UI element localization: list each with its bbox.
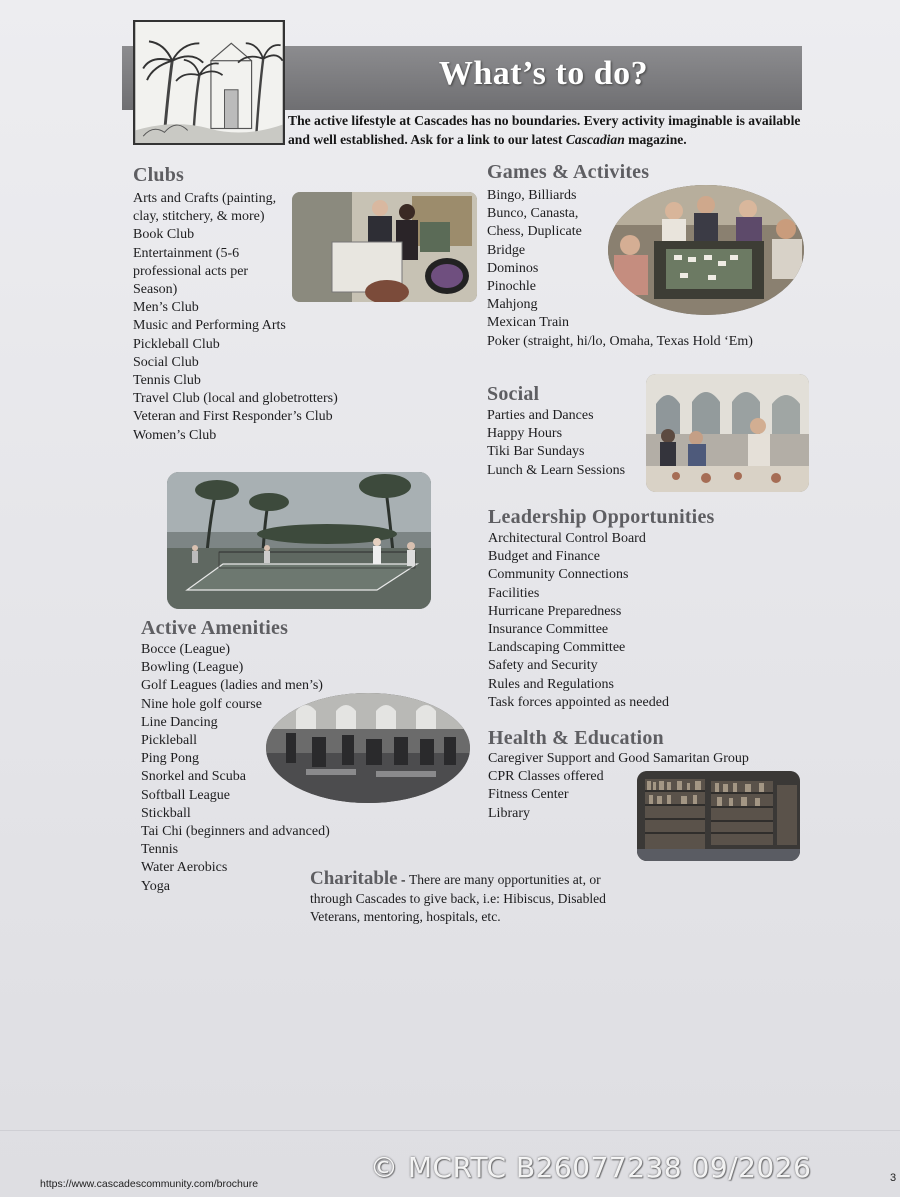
games-heading: Games & Activites [487, 161, 650, 183]
page-number: 3 [890, 1172, 897, 1184]
list-item: Pinochle [487, 279, 536, 295]
list-item: Facilities [488, 585, 540, 601]
charitable-dash: - [397, 872, 409, 887]
list-item: Snorkel and Scuba [141, 769, 246, 785]
list-item: Entertainment (5-6 [133, 245, 240, 261]
list-item: Stickball [141, 805, 191, 821]
list-item: Hurricane Preparedness [488, 603, 622, 619]
list-item: Parties and Dances [487, 408, 594, 423]
list-item: Caregiver Support and Good Samaritan Group [488, 751, 749, 766]
list-item: CPR Classes offered [488, 769, 604, 785]
list-item: Bingo, Billiards [487, 188, 577, 203]
list-item: Pickleball [141, 733, 197, 749]
card-players-photo [608, 185, 804, 315]
amenities-heading: Active Amenities [141, 617, 289, 639]
list-item: Music and Performing Arts [133, 318, 286, 334]
social-heading: Social [487, 383, 540, 405]
charitable-paragraph [310, 870, 630, 927]
intro-paragraph [288, 111, 808, 149]
list-item: Nine hole golf course [141, 696, 262, 712]
intro-text: The active lifestyle at Cascades has no boundaries. Every activity imaginable is available and well established. Ask for a link to our latest [288, 113, 801, 147]
list-item: Line Dancing [141, 714, 218, 730]
list-item: clay, stitchery, & more) [133, 209, 265, 225]
pickleball-court-photo [167, 472, 431, 609]
list-item: Library [488, 805, 530, 821]
page-fold [0, 1130, 900, 1131]
list-item: Tiki Bar Sundays [487, 444, 585, 460]
list-item: Golf Leagues (ladies and men’s) [141, 678, 323, 694]
list-item: Lunch & Learn Sessions [487, 462, 626, 478]
clubs-heading: Clubs [133, 164, 185, 186]
list-item: Fitness Center [488, 787, 569, 803]
list-item: Yoga [141, 878, 170, 894]
crafts-group-photo [292, 192, 477, 302]
charitable-text: There are many opportunities at, or through Cascades to give back, i.e: Hibiscus, Disabled Veterans, mentoring, hospitals, etc. [310, 872, 606, 924]
list-item: Landscaping Committee [488, 640, 626, 656]
health-heading: Health & Education [488, 727, 664, 749]
leadership-list [488, 530, 669, 712]
list-item: Chess, Duplicate [487, 224, 582, 240]
list-item: Rules and Regulations [488, 676, 614, 692]
list-item: Travel Club (local and globetrotters) [133, 391, 338, 407]
library-shelves-photo [637, 771, 800, 861]
list-item: Poker (straight, hi/lo, Omaha, Texas Hold ‘Em) [487, 333, 753, 349]
party-room-photo [646, 374, 809, 492]
list-item: Water Aerobics [141, 860, 228, 876]
list-item: Pickleball Club [133, 336, 220, 352]
social-list [487, 407, 625, 480]
list-item: Bowling (League) [141, 660, 244, 676]
list-item: Happy Hours [487, 426, 563, 442]
list-item: Arts and Crafts (painting, [133, 191, 277, 206]
intro-text-end: magazine. [624, 132, 687, 147]
list-item: Safety and Security [488, 658, 598, 674]
list-item: Bocce (League) [141, 642, 230, 657]
list-item: Mahjong [487, 297, 538, 313]
list-item: Bridge [487, 242, 526, 258]
copyright-watermark: © MCRTC B26077238 09/2026 [370, 1151, 812, 1184]
list-item: Task forces appointed as needed [488, 694, 669, 710]
list-item: Architectural Control Board [488, 531, 646, 546]
list-item: Dominos [487, 260, 539, 276]
charitable-heading: Charitable [310, 868, 398, 889]
list-item: Men’s Club [133, 300, 199, 316]
leadership-heading: Leadership Opportunities [488, 506, 715, 528]
list-item: Veteran and First Responder’s Club [133, 409, 333, 425]
list-item: Bunco, Canasta, [487, 206, 579, 222]
magazine-name: Cascadian [565, 132, 625, 147]
list-item: Ping Pong [141, 751, 199, 767]
list-item: Insurance Committee [488, 622, 609, 638]
list-item: Tai Chi (beginners and advanced) [141, 824, 330, 840]
list-item: Book Club [133, 227, 195, 243]
palm-trees-sketch-image [133, 20, 285, 145]
list-item: Softball League [141, 787, 231, 803]
list-item: Community Connections [488, 567, 629, 583]
list-item: Tennis [141, 842, 179, 858]
list-item: Mexican Train [487, 315, 570, 331]
brochure-url: https://www.cascadescommunity.com/brochure [40, 1178, 259, 1190]
list-item: professional acts per [133, 263, 249, 279]
gym-photo [266, 693, 470, 803]
page-title: What’s to do? [438, 55, 649, 92]
list-item: Budget and Finance [488, 549, 600, 565]
list-item: Season) [133, 282, 178, 298]
list-item: Social Club [133, 354, 199, 370]
list-item: Tennis Club [133, 373, 201, 389]
list-item: Women’s Club [133, 427, 217, 443]
